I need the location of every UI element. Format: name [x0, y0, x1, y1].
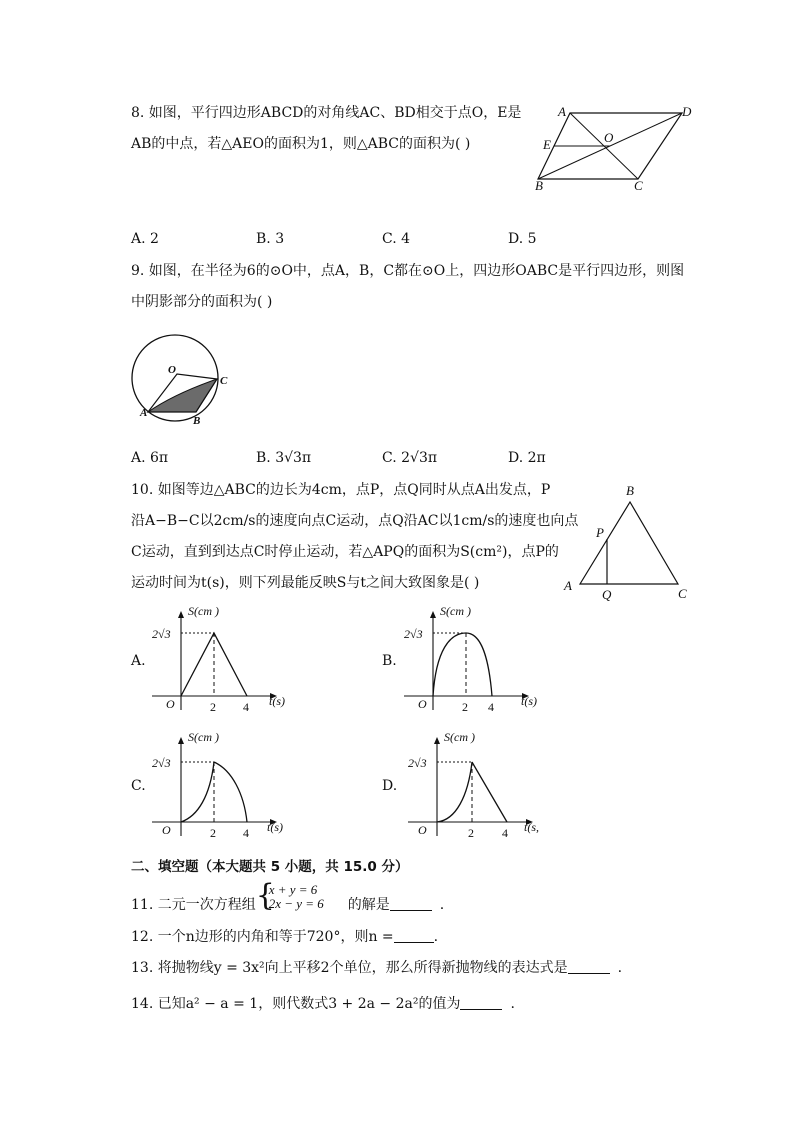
q13-end: . [617, 960, 623, 976]
q14-answer-blank [460, 995, 502, 1010]
label-a: A [558, 104, 566, 119]
q10-text-line2: 沿A−B−C以2cm/s的速度向点C运动，点Q沿AC以1cm/s的速度也向点 [131, 513, 579, 529]
tick-2-label: 2 [462, 700, 468, 714]
q9-option-a: A. 6π [131, 450, 169, 466]
q14-text [131, 994, 515, 1014]
origin-label: O [418, 697, 427, 711]
t-axis-label: t(s, [524, 820, 539, 834]
q13-answer-blank [568, 959, 610, 974]
tick-4-label: 4 [488, 700, 494, 714]
q13-text [131, 958, 622, 978]
q9-option-d: D. 2π [508, 450, 546, 466]
q14-prefix: 14. 已知a² − a = 1，则代数式3 + 2a − 2a²的值为 [131, 996, 461, 1012]
tick-4-label: 4 [243, 700, 249, 714]
label-b: B [193, 415, 201, 427]
peak-label: 2√3 [152, 756, 171, 770]
q11-answer-blank [390, 896, 432, 911]
peak-label: 2√3 [404, 627, 423, 641]
equation-system-brace [255, 878, 348, 913]
label-e: E [543, 137, 551, 152]
q9-text-line2: 中阴影部分的面积为( ) [131, 294, 273, 310]
q10-graph-b [400, 600, 560, 720]
q8-text-line1: 8. 如图，平行四边形ABCD的对角线AC、BD相交于点O，E是 [131, 105, 522, 121]
label-o: O [604, 130, 614, 145]
triangle-abc [580, 502, 678, 584]
y-axis-arrow [178, 737, 184, 744]
origin-label: O [166, 697, 175, 711]
q11-suffix: 的解是 [347, 897, 390, 913]
q12-text [131, 927, 438, 947]
q10-choice-b-label: B. [382, 653, 397, 669]
curve-rising [437, 762, 472, 822]
s-axis-label: S(cm ) [440, 604, 471, 618]
q10-text-line1: 10. 如图等边△ABC的边长为4cm，点P，点Q同时从点A出发点，P [131, 482, 551, 498]
q10-choice-c-label: C. [131, 778, 146, 794]
q11-end: . [439, 897, 445, 913]
origin-label: O [418, 823, 427, 837]
q9-circle-figure [130, 332, 240, 432]
label-a: A [564, 578, 572, 593]
peak-label: 2√3 [152, 627, 171, 641]
q10-graph-c [148, 726, 308, 846]
y-axis-arrow [430, 611, 436, 618]
tick-2-label: 2 [210, 700, 216, 714]
q8-parallelogram-figure [530, 104, 700, 194]
q13-prefix: 13. 将抛物线y = 3x²向上平移2个单位，那么所得新抛物线的表达式是 [131, 960, 568, 976]
q12-end: . [433, 929, 439, 945]
curve-falling [214, 762, 247, 822]
t-axis-label: t(s) [269, 694, 285, 708]
y-axis-arrow [434, 737, 440, 744]
label-q: Q [602, 587, 612, 602]
label-c: C [678, 586, 687, 601]
label-d: D [682, 104, 692, 119]
equation-2: 2x − y = 6 [268, 896, 324, 911]
q11-text [131, 878, 445, 915]
q10-choice-a-label: A. [131, 653, 146, 669]
tick-2-label: 2 [468, 826, 474, 840]
s-axis-label: S(cm ) [188, 730, 219, 744]
q10-triangle-figure [560, 482, 700, 602]
q11-prefix: 11. 二元一次方程组 [131, 897, 256, 913]
q8-option-a: A. 2 [131, 231, 159, 247]
y-axis-arrow [178, 611, 184, 618]
q9-option-c: C. 2√3π [382, 450, 438, 466]
brace-glyph: { [255, 878, 275, 913]
s-axis-label: S(cm ) [444, 730, 475, 744]
q8-option-c: C. 4 [382, 231, 411, 247]
label-b: B [626, 483, 634, 498]
q12-answer-blank [394, 928, 434, 943]
origin-label: O [162, 823, 171, 837]
q9-text-line1: 9. 如图，在半径为6的⊙O中，点A，B，C都在⊙O上，四边形OABC是平行四边形，则图 [131, 263, 685, 279]
curve [433, 633, 492, 696]
equation-1: x + y = 6 [268, 882, 318, 897]
q9-option-b: B. 3√3π [256, 450, 312, 466]
q8-text-line2: AB的中点，若△AEO的面积为1，则△ABC的面积为( ) [131, 136, 471, 152]
tick-2-label: 2 [210, 826, 216, 840]
q10-text-line3: C运动，直到到达点C时停止运动，若△APQ的面积为S(cm²)，点P的 [131, 544, 559, 560]
q10-graph-d [404, 726, 564, 846]
tick-4-label: 4 [502, 826, 508, 840]
section-heading-fill-in: 二、填空题（本大题共 5 小题，共 15.0 分） [131, 859, 409, 875]
label-a: A [140, 407, 148, 419]
q14-end: . [510, 996, 515, 1012]
q8-option-b: B. 3 [256, 231, 285, 247]
label-c: C [220, 375, 228, 387]
t-axis-label: t(s) [521, 694, 537, 708]
line-falling [472, 762, 507, 822]
label-o: O [168, 364, 176, 376]
label-p: P [596, 525, 604, 540]
curve-rising [181, 762, 214, 822]
q10-choice-d-label: D. [382, 778, 398, 794]
s-axis-label: S(cm ) [188, 604, 219, 618]
q8-option-d: D. 5 [508, 231, 537, 247]
q12-prefix: 12. 一个n边形的内角和等于720°，则n = [131, 929, 394, 945]
label-c: C [634, 178, 643, 193]
peak-label: 2√3 [408, 756, 427, 770]
tick-4-label: 4 [243, 826, 249, 840]
label-b: B [535, 178, 543, 193]
q10-graph-a [148, 600, 308, 720]
t-axis-label: t(s) [267, 820, 283, 834]
q10-text-line4: 运动时间为t(s)，则下列最能反映S与t之间大致图象是( ) [131, 575, 480, 591]
